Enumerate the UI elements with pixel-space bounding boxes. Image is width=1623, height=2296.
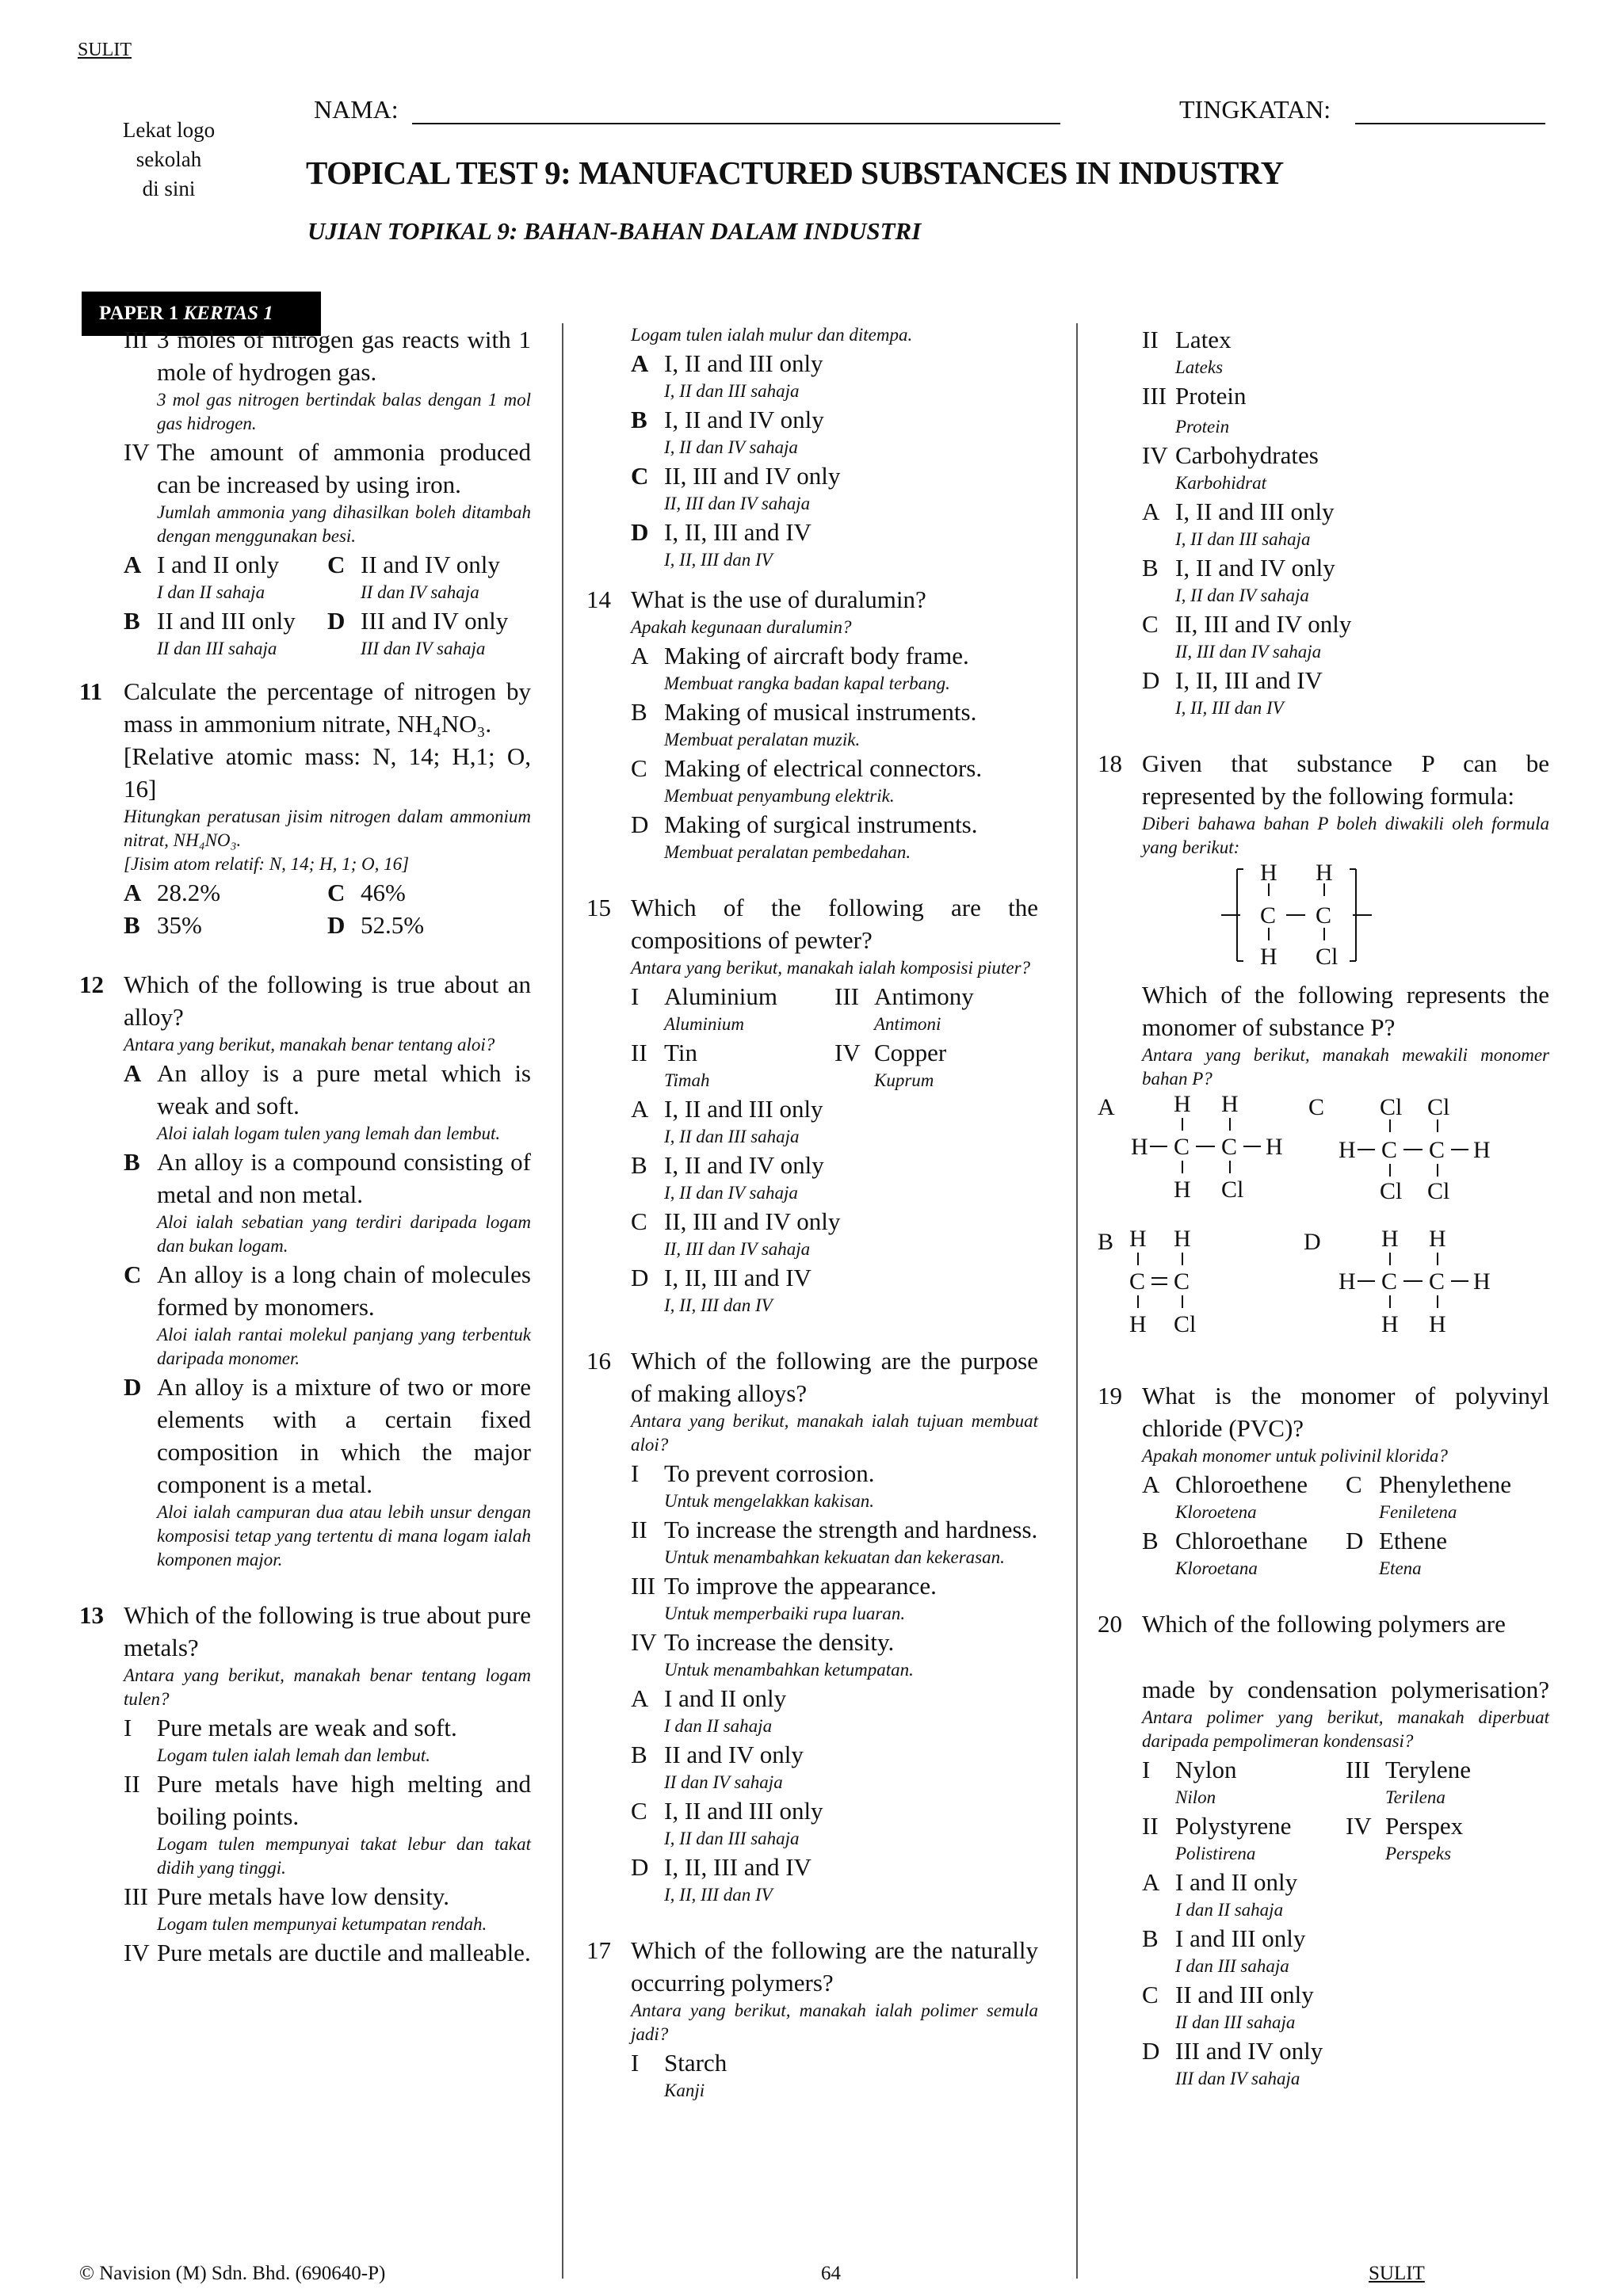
atom-label: H (1129, 1226, 1147, 1252)
question-text-en: Given that substance P can be represented by the following formula: (1142, 749, 1549, 810)
question-number: 13 (79, 1601, 104, 1629)
option-a[interactable]: A 28.2% (124, 879, 221, 906)
question-number: 17 (586, 1936, 611, 1964)
option-c[interactable]: C An alloy is a long chain of molecules formed by monomers. Aloi ialah rantai molekul panjang yang terbentuk daripada monomer. (124, 1261, 531, 1368)
question-13 (79, 1599, 531, 1969)
atom-label: H (1174, 1177, 1191, 1203)
question-number: 16 (586, 1347, 611, 1375)
question-text-ms: Diberi bahawa bahan P boleh diwakili oleh formula yang berikut: (1142, 814, 1549, 857)
answer-options (1142, 1524, 1549, 1581)
option-d[interactable]: D 52.5% (327, 911, 425, 939)
atom-label: C (1174, 1134, 1190, 1160)
option-b[interactable]: B II and IV only II dan IV sahaja (631, 1741, 804, 1792)
statement-row (631, 1036, 1038, 1093)
question-text-ms-2: Antara yang berikut, manakah mewakili monomer bahan P? (1142, 1045, 1549, 1089)
atom-label: C (1316, 902, 1332, 929)
answer-options (124, 605, 531, 661)
atom-label: C (1429, 1137, 1445, 1163)
question-text-en: Calculate the percentage of nitrogen by mass in ammonium nitrate, NH₄NO₃. (124, 677, 531, 738)
statement-iii (124, 323, 531, 436)
option-a[interactable]: A Making of aircraft body frame. Membuat rangka badan kapal terbang. (631, 642, 969, 693)
statement-en: The amount of ammonia produced can be increased by using iron. (157, 438, 531, 498)
atom-label: Cl (1427, 1094, 1450, 1120)
statement-ii: II Tin Timah (631, 1039, 710, 1090)
statement-ii: II To increase the strength and hardness. Untuk menambahkan kekuatan dan kekerasan. (631, 1516, 1038, 1567)
atom-label: H (1174, 1226, 1191, 1252)
atom-label: H (1338, 1137, 1356, 1163)
statement-iv (124, 436, 531, 548)
statement-iv: IV Perspex Perspeks (1346, 1812, 1464, 1863)
question-text-en-2: Which of the following represents the monomer of substance P? (1142, 981, 1549, 1041)
question-text-ms-2: [Jisim atom relatif: N, 14; H, 1; O, 16] (124, 854, 410, 874)
question-number: 19 (1098, 1382, 1122, 1409)
question-text-ms: Apakah kegunaan duralumin? (631, 617, 852, 637)
question-text-en: Which of the following is true about an alloy? (124, 971, 531, 1031)
question-text-ms: Antara yang berikut, manakah ialah tujuan membuat aloi? (631, 1411, 1038, 1455)
answer-options (124, 909, 531, 941)
option-a[interactable]: A I, II and III only I, II dan III sahaja (631, 349, 823, 401)
question-text-en-2: made by condensation polymerisation? (1142, 1676, 1549, 1703)
option-c[interactable]: C II and IV only II dan IV sahaja (327, 551, 500, 602)
question-text-ms: Apakah monomer untuk polivinil klorida? (1142, 1446, 1448, 1466)
option-b-label: B (1098, 1229, 1114, 1255)
monomer-options (1098, 1091, 1505, 1344)
atom-label: Cl (1380, 1178, 1403, 1204)
question-19 (1098, 1379, 1549, 1581)
statement-iii: III Pure metals have low density. Logam tulen mempunyai ketumpatan rendah. (124, 1882, 487, 1934)
option-d[interactable]: D Making of surgical instruments. Membuat peralatan pembedahan. (631, 810, 978, 862)
atom-label: Cl (1174, 1311, 1197, 1337)
option-b[interactable]: B I and III only I dan III sahaja (1142, 1924, 1306, 1976)
question-number: 15 (586, 894, 611, 921)
column-divider (562, 323, 563, 2279)
statement-i: I To prevent corrosion. Untuk mengelakkan kakisan. (631, 1459, 875, 1511)
option-c-label: C (1308, 1094, 1325, 1120)
atom-label: H (1174, 1091, 1191, 1117)
option-b[interactable]: B II and III only II dan III sahaja (124, 607, 296, 658)
page-subtitle: UJIAN TOPIKAL 9: BAHAN-BAHAN DALAM INDUSTRI (307, 217, 922, 245)
question-text-en: Which of the following are the purpose of making alloys? (631, 1347, 1038, 1407)
option-b[interactable]: B Making of musical instruments. Membuat peralatan muzik. (631, 698, 977, 749)
atom-label: H (1429, 1226, 1446, 1252)
question-20 (1098, 1608, 1549, 2091)
statement-iii: III To improve the appearance. Untuk memperbaiki rupa luaran. (631, 1572, 937, 1623)
statement-iv: IV To increase the density. Untuk menambahkan ketumpatan. (631, 1628, 914, 1680)
name-input-line[interactable] (412, 123, 1060, 124)
logo-text-line: di sini (142, 177, 196, 200)
school-logo-placeholder (101, 116, 236, 204)
column-divider (1076, 323, 1078, 2279)
option-d[interactable]: D III and IV only III dan IV sahaja (1142, 2037, 1323, 2088)
question-15 (586, 891, 1038, 1318)
option-a[interactable]: A An alloy is a pure metal which is weak and soft. Aloi ialah logam tulen yang lemah dan lembut. (124, 1059, 531, 1143)
question-number: 14 (586, 585, 611, 613)
statement-en: 3 moles of nitrogen gas reacts with 1 mole of hydrogen gas. (157, 326, 531, 386)
atom-label: H (1381, 1226, 1399, 1252)
atom-label: Cl (1427, 1178, 1450, 1204)
column-1 (79, 323, 531, 1969)
statement-row (631, 980, 1038, 1036)
atom-label: H (1473, 1137, 1491, 1163)
question-text-en: Which of the following are the compositions of pewter? (631, 894, 1038, 954)
question-text-ms: Antara yang berikut, manakah ialah komposisi piuter? (631, 958, 1031, 978)
option-d[interactable]: D An alloy is a mixture of two or more elements with a certain fixed composition in which the major component is a metal. Aloi ialah campuran dua atau lebih unsur dengan komposisi tetap yang tertentu di mana logam ialah komponen major. (124, 1373, 531, 1569)
question-text-en-2: [Relative atomic mass: N, 14; H,1; O, 16] (124, 742, 531, 803)
option-b[interactable]: B Chloroethane Kloroetana (1142, 1527, 1308, 1578)
statement-row (1142, 1753, 1549, 1810)
atom-label: H (1316, 860, 1333, 886)
question-18 (1098, 747, 1549, 1352)
polymer-formula-p (1142, 860, 1549, 971)
atom-label: H (1381, 1311, 1399, 1337)
atom-label: H (1221, 1091, 1239, 1117)
option-d[interactable]: D I, II, III and IV I, II, III dan IV (631, 1264, 812, 1315)
paper-label: PAPER 1 (99, 303, 179, 324)
option-d[interactable]: D I, II, III and IV I, II, III dan IV (1142, 666, 1323, 718)
option-a[interactable]: A Chloroethene Kloroetena (1142, 1470, 1308, 1522)
option-a-label: A (1098, 1094, 1115, 1120)
option-a[interactable]: A I and II only I dan II sahaja (124, 551, 280, 602)
atom-label: H (1338, 1268, 1356, 1295)
atom-label: H (1260, 944, 1277, 970)
statement-ms: 3 mol gas nitrogen bertindak balas dengan 1 mol gas hidrogen. (157, 390, 531, 433)
atom-label: H (1260, 860, 1277, 886)
option-c[interactable]: C I, II and III only I, II dan III sahaja (631, 1797, 823, 1848)
atom-label: C (1381, 1137, 1398, 1163)
form-label: TINGKATAN: (1179, 95, 1331, 124)
option-b[interactable]: B I, II and IV only I, II dan IV sahaja (631, 1151, 824, 1203)
option-b[interactable]: B An alloy is a compound consisting of metal and non metal. Aloi ialah sebatian yang terdiri daripada logam dan bukan logam. (124, 1148, 531, 1256)
statement-row (1142, 1810, 1549, 1866)
atom-label: H (1129, 1311, 1147, 1337)
logo-text-line: Lekat logo (122, 118, 216, 142)
statement-iv: IV Pure metals are ductile and malleable. (124, 1939, 531, 1966)
atom-label: Cl (1221, 1177, 1244, 1203)
option-d-label: D (1304, 1229, 1321, 1255)
statement-i: I Aluminium Aluminium (631, 982, 777, 1034)
statement-label: IV (124, 438, 150, 466)
atom-label: H (1473, 1268, 1491, 1295)
question-text-en: Which of the following polymers are (1142, 1610, 1506, 1638)
atom-label: Cl (1380, 1094, 1403, 1120)
option-d[interactable]: D Ethene Etena (1346, 1527, 1448, 1578)
statement-i: I Nylon Nilon (1142, 1756, 1237, 1807)
statement-label: III (124, 326, 148, 353)
option-c[interactable]: C Making of electrical connectors. Membuat penyambung elektrik. (631, 754, 983, 806)
question-17 (586, 1934, 1038, 2103)
answer-options (124, 876, 531, 909)
question-text-en: Which of the following is true about pure metals? (124, 1601, 531, 1661)
statement-i: I Pure metals are weak and soft. Logam tulen ialah lemah dan lembut. (124, 1714, 457, 1765)
statement-iv: IV Carbohydrates Karbohidrat (1142, 441, 1319, 493)
option-a[interactable]: A I, II and III only I, II dan III sahaja (631, 1095, 823, 1146)
question-number: 11 (79, 677, 103, 705)
atom-label: C (1129, 1268, 1146, 1295)
question-number: 12 (79, 971, 104, 998)
statement-ii: II Pure metals have high melting and boiling points. Logam tulen mempunyai takat lebur dan takat didih yang tinggi. (124, 1770, 531, 1878)
atom-label: C (1429, 1268, 1445, 1295)
atom-label: C (1174, 1268, 1190, 1295)
option-c[interactable]: C II, III and IV only II, III dan IV sahaja (1142, 610, 1352, 662)
question-16 (586, 1344, 1038, 1907)
answer-options (1142, 1468, 1549, 1524)
option-c[interactable]: C II and III only II dan III sahaja (1142, 1981, 1314, 2032)
paper-label-ms: KERTAS 1 (183, 303, 273, 324)
option-d[interactable]: D III and IV only III dan IV sahaja (327, 607, 509, 658)
question-text-ms: Antara yang berikut, manakah ialah polimer semula jadi? (631, 2000, 1038, 2044)
logo-text-line: sekolah (136, 147, 202, 171)
question-text-ms: Antara yang berikut, manakah benar tentang logam tulen? (124, 1665, 531, 1709)
option-b[interactable]: B I, II and IV only I, II dan IV sahaja (631, 406, 824, 457)
column-3 (1098, 323, 1549, 2091)
statement-ii: II Latex Lateks (1142, 326, 1232, 377)
statement-iii: III Antimony Antimoni (834, 982, 974, 1034)
question-text-ms: Antara polimer yang berikut, manakah diperbuat daripada pempolimeran kondensasi? (1142, 1707, 1549, 1751)
statement-i: I Starch Kanji (631, 2049, 727, 2100)
option-c[interactable]: C II, III and IV only II, III dan IV sahaja (631, 462, 841, 513)
statement-iii: III Protein Protein (1142, 382, 1247, 437)
atom-label: H (1266, 1134, 1283, 1160)
statement-ii: II Polystyrene Polistirena (1142, 1812, 1292, 1863)
atom-label: H (1429, 1311, 1446, 1337)
question-number: 18 (1098, 749, 1122, 777)
option-b[interactable]: B I, II and IV only I, II dan IV sahaja (1142, 554, 1335, 605)
atom-label: C (1221, 1134, 1238, 1160)
sulit-footer-label: SULIT (1369, 2263, 1425, 2284)
atom-label: H (1131, 1134, 1148, 1160)
question-10-continued (79, 323, 531, 661)
name-label: NAMA: (314, 95, 399, 124)
option-d[interactable]: D I, II, III and IV I, II, III dan IV (631, 1853, 812, 1905)
question-11 (79, 675, 531, 941)
question-12 (79, 968, 531, 1572)
option-a[interactable]: A I and II only I dan II sahaja (1142, 1868, 1298, 1920)
option-d[interactable]: D I, II, III and IV I, II, III dan IV (631, 518, 812, 570)
column-2 (586, 323, 1038, 2103)
statement-iv-ms: Logam tulen ialah mulur dan ditempa. (631, 325, 913, 345)
statement-iv: IV Copper Kuprum (834, 1039, 947, 1090)
atom-label: C (1381, 1268, 1398, 1295)
option-c[interactable]: C II, III and IV only II, III dan IV sahaja (631, 1207, 841, 1259)
option-a[interactable]: A I, II and III only I, II dan III sahaja (1142, 498, 1335, 549)
question-14 (586, 583, 1038, 864)
form-input-line[interactable] (1355, 123, 1545, 124)
question-text-ms: Antara yang berikut, manakah benar tentang aloi? (124, 1035, 495, 1055)
answer-options (124, 548, 531, 605)
option-b[interactable]: B 35% (124, 911, 202, 939)
page-number: 64 (821, 2263, 841, 2284)
option-c[interactable]: C Phenylethene Feniletena (1346, 1470, 1512, 1522)
question-13-continued (586, 323, 1038, 572)
question-text-ms: Hitungkan peratusan jisim nitrogen dalam ammonium nitrat, NH₄NO₃. (124, 807, 531, 850)
statement-iii: III Terylene Terilena (1346, 1756, 1471, 1807)
copyright-footer: © Navision (M) Sdn. Bhd. (690640-P) (79, 2263, 386, 2284)
atom-label: Cl (1316, 944, 1338, 970)
question-text-en: Which of the following are the naturally occurring polymers? (631, 1936, 1038, 1997)
sulit-header-label: SULIT (78, 40, 132, 60)
question-text-en: What is the use of duralumin? (631, 585, 926, 613)
page-title: TOPICAL TEST 9: MANUFACTURED SUBSTANCES IN INDUSTRY (306, 154, 1284, 191)
question-17-continued (1098, 323, 1549, 720)
question-number: 20 (1098, 1610, 1122, 1638)
option-c[interactable]: C 46% (327, 879, 406, 906)
statement-ms: Jumlah ammonia yang dihasilkan boleh ditambah dengan menggunakan besi. (157, 502, 531, 546)
question-text-en: What is the monomer of polyvinyl chloride (PVC)? (1142, 1382, 1549, 1442)
atom-label: C (1260, 902, 1277, 929)
option-a[interactable]: A I and II only I dan II sahaja (631, 1684, 787, 1736)
